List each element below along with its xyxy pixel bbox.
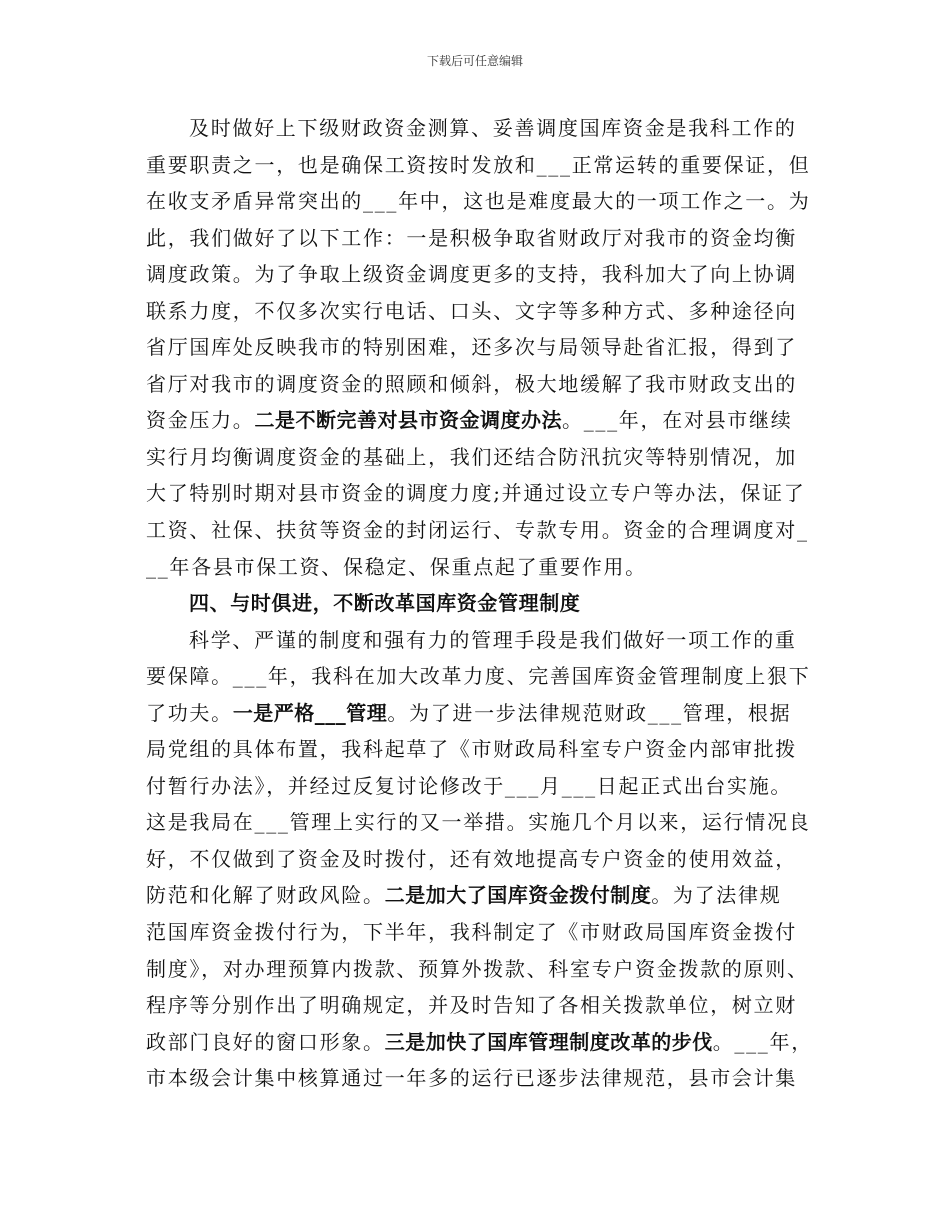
text-line <box>146 220 816 257</box>
text-run: 这是我局在___管理上实行的又一举措。实施几个月以来，运行情况良 <box>146 810 811 835</box>
text-run: 好，不仅做到了资金及时拨付，还有效地提高专户资金的使用效益， <box>146 846 797 871</box>
text-line <box>146 987 816 1024</box>
text-run: 。为了法律规 <box>651 883 782 908</box>
bold-phrase: 一是严格___管理 <box>232 700 388 725</box>
text-line <box>146 293 816 330</box>
text-run: 省厅对我市的调度资金的照顾和倾斜，极大地缓解了我市财政支出的 <box>146 371 797 396</box>
text-run: 了功夫。 <box>146 700 233 725</box>
text-line <box>146 804 816 841</box>
section-heading <box>146 585 816 622</box>
text-run: 市本级会计集中核算通过一年多的运行已逐步法律规范，县市会计集 <box>146 1066 797 1091</box>
text-line <box>146 256 816 293</box>
text-run: 防范和化解了财政风险。 <box>146 883 385 908</box>
text-run: 制度》，对办理预算内拨款、预算外拨款、科室专户资金拨款的原则、 <box>146 956 809 981</box>
text-run: 局党组的具体布置，我科起草了《市财政局科室专户资金内部审批拨 <box>146 737 797 762</box>
text-run: 省厅国库处反映我市的特别困难，还多次与局领导赴省汇报，得到了 <box>146 335 797 360</box>
text-line <box>146 768 816 805</box>
document-body <box>146 110 816 1097</box>
text-line <box>146 402 816 439</box>
text-run: 调度政策。为了争取上级资金调度更多的支持，我科加大了向上协调 <box>146 262 797 287</box>
text-run: 付暂行办法》，并经过反复讨论修改于___月___日起正式出台实施。 <box>146 773 793 798</box>
text-line <box>146 658 816 695</box>
text-run: 及时做好上下级财政资金测算、妥善调度国库资金是我科工作的 <box>189 116 797 140</box>
text-run: 工资、社保、扶贫等资金的封闭运行、专款专用。资金的合理调度对_ <box>146 518 809 543</box>
text-run: 大了特别时期对县市资金的调度力度;并通过设立专户等办法，保证了 <box>146 481 806 506</box>
text-line <box>146 841 816 878</box>
text-line <box>146 622 816 659</box>
text-line <box>146 147 816 184</box>
text-run: 。为了进一步法律规范财政___管理，根据 <box>387 700 792 725</box>
text-run: 四、与时俱进，不断改革国库资金管理制度 <box>189 591 581 616</box>
text-run: 科学、严谨的制度和强有力的管理手段是我们做好一项工作的重 <box>189 627 797 652</box>
text-run: 在收支矛盾异常突出的___年中，这也是难度最大的一项工作之一。为 <box>146 189 811 214</box>
bold-phrase: 二是不断完善对县市资金调度办法 <box>254 408 562 433</box>
text-line <box>146 951 816 988</box>
text-line <box>146 731 816 768</box>
text-run: 此，我们做好了以下工作：一是积极争取省财政厅对我市的资金均衡 <box>146 225 797 250</box>
text-run: 程序等分别作出了明确规定，并及时告知了各相关拨款单位，树立财 <box>146 993 797 1018</box>
text-line <box>146 329 816 366</box>
text-line <box>146 512 816 549</box>
text-line <box>146 110 816 147</box>
text-line <box>146 695 816 732</box>
text-run: 重要职责之一，也是确保工资按时发放和___正常运转的重要保证，但 <box>146 152 811 177</box>
bold-phrase: 二是加大了国库资金拨付制度 <box>384 883 652 908</box>
text-line <box>146 475 816 512</box>
text-run: 资金压力。 <box>146 408 255 433</box>
page-header: 下载后可任意编辑 <box>426 54 523 68</box>
text-line <box>146 1060 816 1097</box>
text-run: 联系力度，不仅多次实行电话、口头、文字等多种方式、多种途径向 <box>146 298 797 323</box>
text-run: 实行月均衡调度资金的基础上，我们还结合防汛抗灾等特别情况，加 <box>146 444 797 469</box>
text-line <box>146 366 816 403</box>
bold-phrase: 三是加快了国库管理制度改革的步伐 <box>384 1029 713 1054</box>
text-line <box>146 914 816 951</box>
text-run: __年各县市保工资、保稳定、保重点起了重要作用。 <box>146 554 647 579</box>
text-line <box>146 1024 816 1061</box>
text-run: 要保障。___年，我科在加大改革力度、完善国库资金管理制度上狠下 <box>146 664 811 689</box>
text-run: 。___年， <box>712 1029 813 1054</box>
text-run: 。___年，在对县市继续 <box>562 408 793 433</box>
text-line <box>146 549 816 586</box>
text-run: 政部门良好的窗口形象。 <box>146 1029 385 1054</box>
text-line <box>146 877 816 914</box>
text-run: 范国库资金拨付行为，下半年，我科制定了《市财政局国库资金拨付 <box>146 920 797 945</box>
text-line <box>146 439 816 476</box>
text-line <box>146 183 816 220</box>
